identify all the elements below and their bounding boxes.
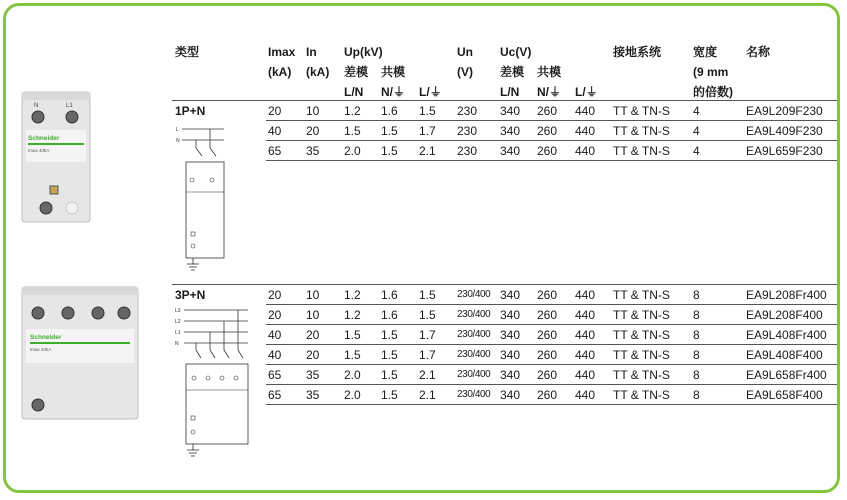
cell-uc-ln: 340 [500, 308, 521, 322]
cell-name: EA9L209F230 [746, 104, 823, 118]
cell-uc-ln: 340 [500, 368, 521, 382]
cell-uc-n: 260 [537, 308, 558, 322]
cell-imax: 20 [268, 104, 282, 118]
device-label-1: Imax 40kA [28, 148, 50, 153]
table-frame [3, 3, 840, 493]
cell-width: 8 [693, 368, 700, 382]
cell-width: 8 [693, 388, 700, 402]
cell-up-l: 2.1 [419, 368, 436, 382]
cell-uc-ln: 340 [500, 104, 521, 118]
header-uc: Uc(V) [500, 45, 532, 59]
device-brand-1: Schneider [28, 135, 60, 142]
cell-in: 10 [306, 104, 320, 118]
cell-in: 20 [306, 124, 320, 138]
schem-label-l: L [176, 127, 179, 133]
cell-uc-n: 260 [537, 348, 558, 362]
cell-in: 10 [306, 288, 320, 302]
cell-name: EA9L409F230 [746, 124, 823, 138]
cell-uc-n: 260 [537, 144, 558, 158]
cell-uc-l: 440 [575, 308, 596, 322]
cell-imax: 65 [268, 368, 282, 382]
cell-imax: 65 [268, 144, 282, 158]
cell-earthing: TT & TN-S [613, 104, 670, 118]
schem-label-l1: L1 [175, 330, 181, 336]
cell-un: 230 [457, 124, 478, 138]
header-width-unit: (9 mm [693, 65, 729, 79]
cell-up-l: 1.7 [419, 124, 436, 138]
cell-earthing: TT & TN-S [613, 368, 670, 382]
header-un-unit: (V) [457, 65, 473, 79]
cell-up-n: 1.6 [381, 308, 398, 322]
schem-label-l2: L2 [175, 319, 181, 325]
header-up-diff: 差模 [344, 65, 369, 79]
cell-name: EA9L658Fr400 [746, 368, 827, 382]
header-uc-ln: L/N [500, 85, 520, 99]
cell-up-l: 1.7 [419, 348, 436, 362]
cell-uc-n: 260 [537, 368, 558, 382]
cell-up-n: 1.6 [381, 104, 398, 118]
cell-up-ln: 1.2 [344, 104, 361, 118]
group-type-1p-n: 1P+N [175, 104, 206, 118]
group-top-divider [172, 100, 838, 101]
cell-uc-ln: 340 [500, 388, 521, 402]
cell-width: 4 [693, 144, 700, 158]
group-type-3p-n: 3P+N [175, 288, 206, 302]
cell-uc-ln: 340 [500, 328, 521, 342]
cell-imax: 40 [268, 348, 282, 362]
header-up: Up(kV) [344, 45, 383, 59]
cell-up-n: 1.6 [381, 288, 398, 302]
cell-uc-l: 440 [575, 288, 596, 302]
cell-un: 230/400 [457, 369, 491, 380]
schem-label-l3: L3 [175, 308, 181, 314]
header-width-multiple: 的倍数) [693, 85, 733, 99]
cell-imax: 20 [268, 288, 282, 302]
cell-width: 8 [693, 288, 700, 302]
row-divider [266, 404, 838, 405]
cell-un: 230/400 [457, 329, 491, 340]
cell-imax: 65 [268, 388, 282, 402]
cell-up-ln: 1.5 [344, 328, 361, 342]
schem-label-n3: N [175, 341, 179, 347]
cell-uc-l: 440 [575, 388, 596, 402]
cell-un: 230/400 [457, 389, 491, 400]
row-divider [266, 160, 838, 161]
cell-up-ln: 1.2 [344, 308, 361, 322]
cell-uc-l: 440 [575, 348, 596, 362]
cell-earthing: TT & TN-S [613, 388, 670, 402]
cell-name: EA9L208Fr400 [746, 288, 827, 302]
header-up-ln: L/N [344, 85, 364, 99]
cell-uc-l: 440 [575, 124, 596, 138]
schematic-1p-n [174, 122, 226, 272]
cell-up-ln: 1.5 [344, 348, 361, 362]
cell-up-ln: 1.5 [344, 124, 361, 138]
header-un: Un [457, 45, 473, 59]
cell-earthing: TT & TN-S [613, 288, 670, 302]
cell-up-ln: 1.2 [344, 288, 361, 302]
cell-up-n: 1.5 [381, 368, 398, 382]
schematic-3p-n [174, 306, 250, 458]
cell-earthing: TT & TN-S [613, 144, 670, 158]
header-uc-l: L/⏚ [575, 85, 598, 99]
header-imax: Imax [268, 45, 296, 59]
cell-earthing: TT & TN-S [613, 308, 670, 322]
header-up-n: N/⏚ [381, 85, 406, 99]
svg-text:L1: L1 [66, 103, 73, 109]
cell-uc-n: 260 [537, 328, 558, 342]
cell-name: EA9L208F400 [746, 308, 823, 322]
cell-uc-ln: 340 [500, 144, 521, 158]
header-name: 名称 [746, 45, 771, 59]
cell-width: 8 [693, 328, 700, 342]
cell-up-l: 1.5 [419, 104, 436, 118]
header-width: 宽度 [693, 45, 718, 59]
cell-width: 4 [693, 104, 700, 118]
cell-name: EA9L408F400 [746, 348, 823, 362]
cell-in: 35 [306, 388, 320, 402]
cell-in: 20 [306, 348, 320, 362]
header-up-common: 共模 [381, 65, 406, 79]
cell-uc-l: 440 [575, 328, 596, 342]
header-uc-diff: 差模 [500, 65, 525, 79]
header-type: 类型 [175, 45, 200, 59]
cell-up-n: 1.5 [381, 388, 398, 402]
cell-up-n: 1.5 [381, 328, 398, 342]
header-uc-common: 共模 [537, 65, 562, 79]
svg-text:N: N [34, 103, 39, 109]
cell-up-l: 2.1 [419, 144, 436, 158]
cell-up-ln: 2.0 [344, 144, 361, 158]
cell-uc-n: 260 [537, 124, 558, 138]
cell-name: EA9L408Fr400 [746, 328, 827, 342]
header-imax-unit: (kA) [268, 65, 292, 79]
cell-imax: 40 [268, 124, 282, 138]
cell-un: 230/400 [457, 289, 491, 300]
cell-up-l: 1.7 [419, 328, 436, 342]
group-top-divider [172, 284, 838, 285]
cell-earthing: TT & TN-S [613, 124, 670, 138]
cell-uc-l: 440 [575, 104, 596, 118]
cell-up-n: 1.5 [381, 124, 398, 138]
cell-un: 230 [457, 104, 478, 118]
device-label-2: Imax 40kA [30, 347, 52, 352]
cell-uc-ln: 340 [500, 288, 521, 302]
cell-in: 35 [306, 368, 320, 382]
device-photo-1p-n [16, 90, 96, 226]
cell-imax: 20 [268, 308, 282, 322]
cell-uc-n: 260 [537, 388, 558, 402]
cell-uc-n: 260 [537, 288, 558, 302]
cell-width: 4 [693, 124, 700, 138]
header-in: In [306, 45, 317, 59]
cell-uc-ln: 340 [500, 348, 521, 362]
cell-up-n: 1.5 [381, 348, 398, 362]
cell-un: 230/400 [457, 309, 491, 320]
device-brand-2: Schneider [30, 334, 62, 341]
schem-label-n: N [176, 138, 180, 144]
cell-name: EA9L659F230 [746, 144, 823, 158]
cell-uc-n: 260 [537, 104, 558, 118]
cell-width: 8 [693, 348, 700, 362]
cell-in: 10 [306, 308, 320, 322]
cell-uc-ln: 340 [500, 124, 521, 138]
cell-name: EA9L658F400 [746, 388, 823, 402]
header-in-unit: (kA) [306, 65, 330, 79]
cell-in: 35 [306, 144, 320, 158]
device-photo-3p-n [16, 285, 142, 425]
cell-width: 8 [693, 308, 700, 322]
cell-up-l: 2.1 [419, 388, 436, 402]
header-earthing: 接地系统 [613, 45, 662, 59]
cell-un: 230/400 [457, 349, 491, 360]
cell-imax: 40 [268, 328, 282, 342]
cell-up-ln: 2.0 [344, 368, 361, 382]
cell-in: 20 [306, 328, 320, 342]
cell-up-l: 1.5 [419, 288, 436, 302]
cell-up-ln: 2.0 [344, 388, 361, 402]
cell-uc-l: 440 [575, 368, 596, 382]
cell-earthing: TT & TN-S [613, 348, 670, 362]
header-up-l: L/⏚ [419, 85, 442, 99]
cell-un: 230 [457, 144, 478, 158]
cell-earthing: TT & TN-S [613, 328, 670, 342]
cell-up-l: 1.5 [419, 308, 436, 322]
header-uc-n: N/⏚ [537, 85, 562, 99]
cell-uc-l: 440 [575, 144, 596, 158]
cell-up-n: 1.5 [381, 144, 398, 158]
